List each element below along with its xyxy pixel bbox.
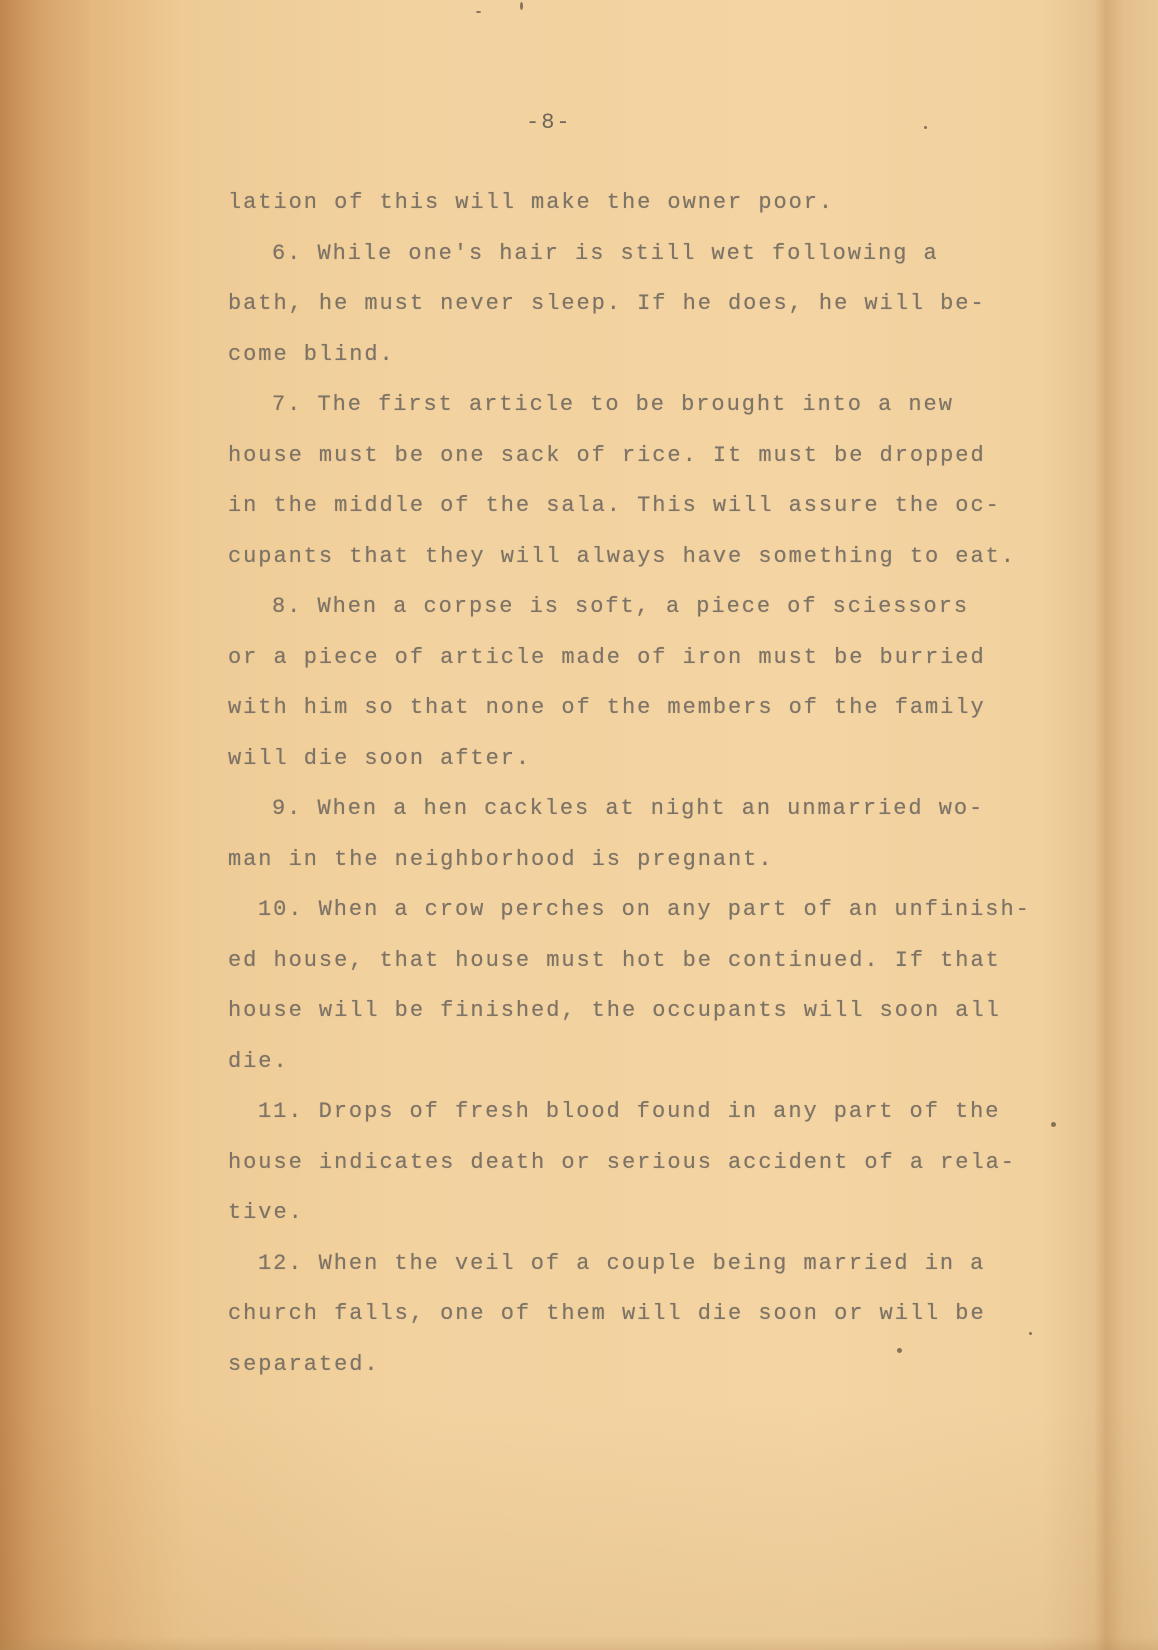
text-line: cupants that they will always have something to eat.	[228, 543, 1016, 569]
text-line: 9. When a hen cackles at night an unmarried wo-	[272, 796, 985, 821]
text-line: house will be finished, the occupants will soon all	[228, 998, 1001, 1023]
ink-speck	[897, 1348, 902, 1353]
text-line: 6. While one's hair is still wet following a	[272, 240, 939, 266]
text-line: 10. When a crow perches on any part of an unfinish-	[258, 897, 1031, 922]
text-line: house indicates death or serious accident of a rela-	[228, 1149, 1016, 1175]
text-line: ed house, that house must hot be continued. If that	[228, 947, 1001, 973]
text-line: with him so that none of the members of the family	[228, 695, 986, 720]
text-line: 11. Drops of fresh blood found in any part of the	[258, 1099, 1001, 1124]
text-line: or a piece of article made of iron must be burried	[228, 644, 986, 670]
ink-speck	[520, 2, 523, 10]
ink-speck	[924, 126, 927, 129]
text-line: separated.	[228, 1351, 380, 1377]
text-line: lation of this will make the owner poor.	[228, 190, 835, 215]
text-line: in the middle of the sala. This will assure the oc-	[228, 493, 1001, 518]
text-line: 8. When a corpse is soft, a piece of sciessors	[272, 594, 969, 619]
text-line: church falls, one of them will die soon or will be	[228, 1301, 986, 1326]
text-line: die.	[228, 1048, 289, 1074]
ink-speck	[476, 11, 481, 13]
page-number: -8-	[526, 110, 572, 135]
text-line: will die soon after.	[228, 745, 532, 771]
text-line: 7. The first article to be brought into a new	[272, 392, 954, 417]
text-line: house must be one sack of rice. It must be dropped	[228, 442, 986, 468]
text-line: come blind.	[228, 341, 395, 367]
ink-speck	[1051, 1122, 1056, 1127]
text-line: 12. When the veil of a couple being married in a	[258, 1250, 986, 1276]
typed-text-body	[0, 178, 1158, 1390]
text-line: man in the neighborhood is pregnant.	[228, 846, 774, 872]
text-line: tive.	[228, 1200, 304, 1225]
text-line: bath, he must never sleep. If he does, he will be-	[228, 291, 986, 316]
page-bottom-shadow	[0, 1636, 1158, 1650]
ink-speck	[1029, 1332, 1032, 1335]
